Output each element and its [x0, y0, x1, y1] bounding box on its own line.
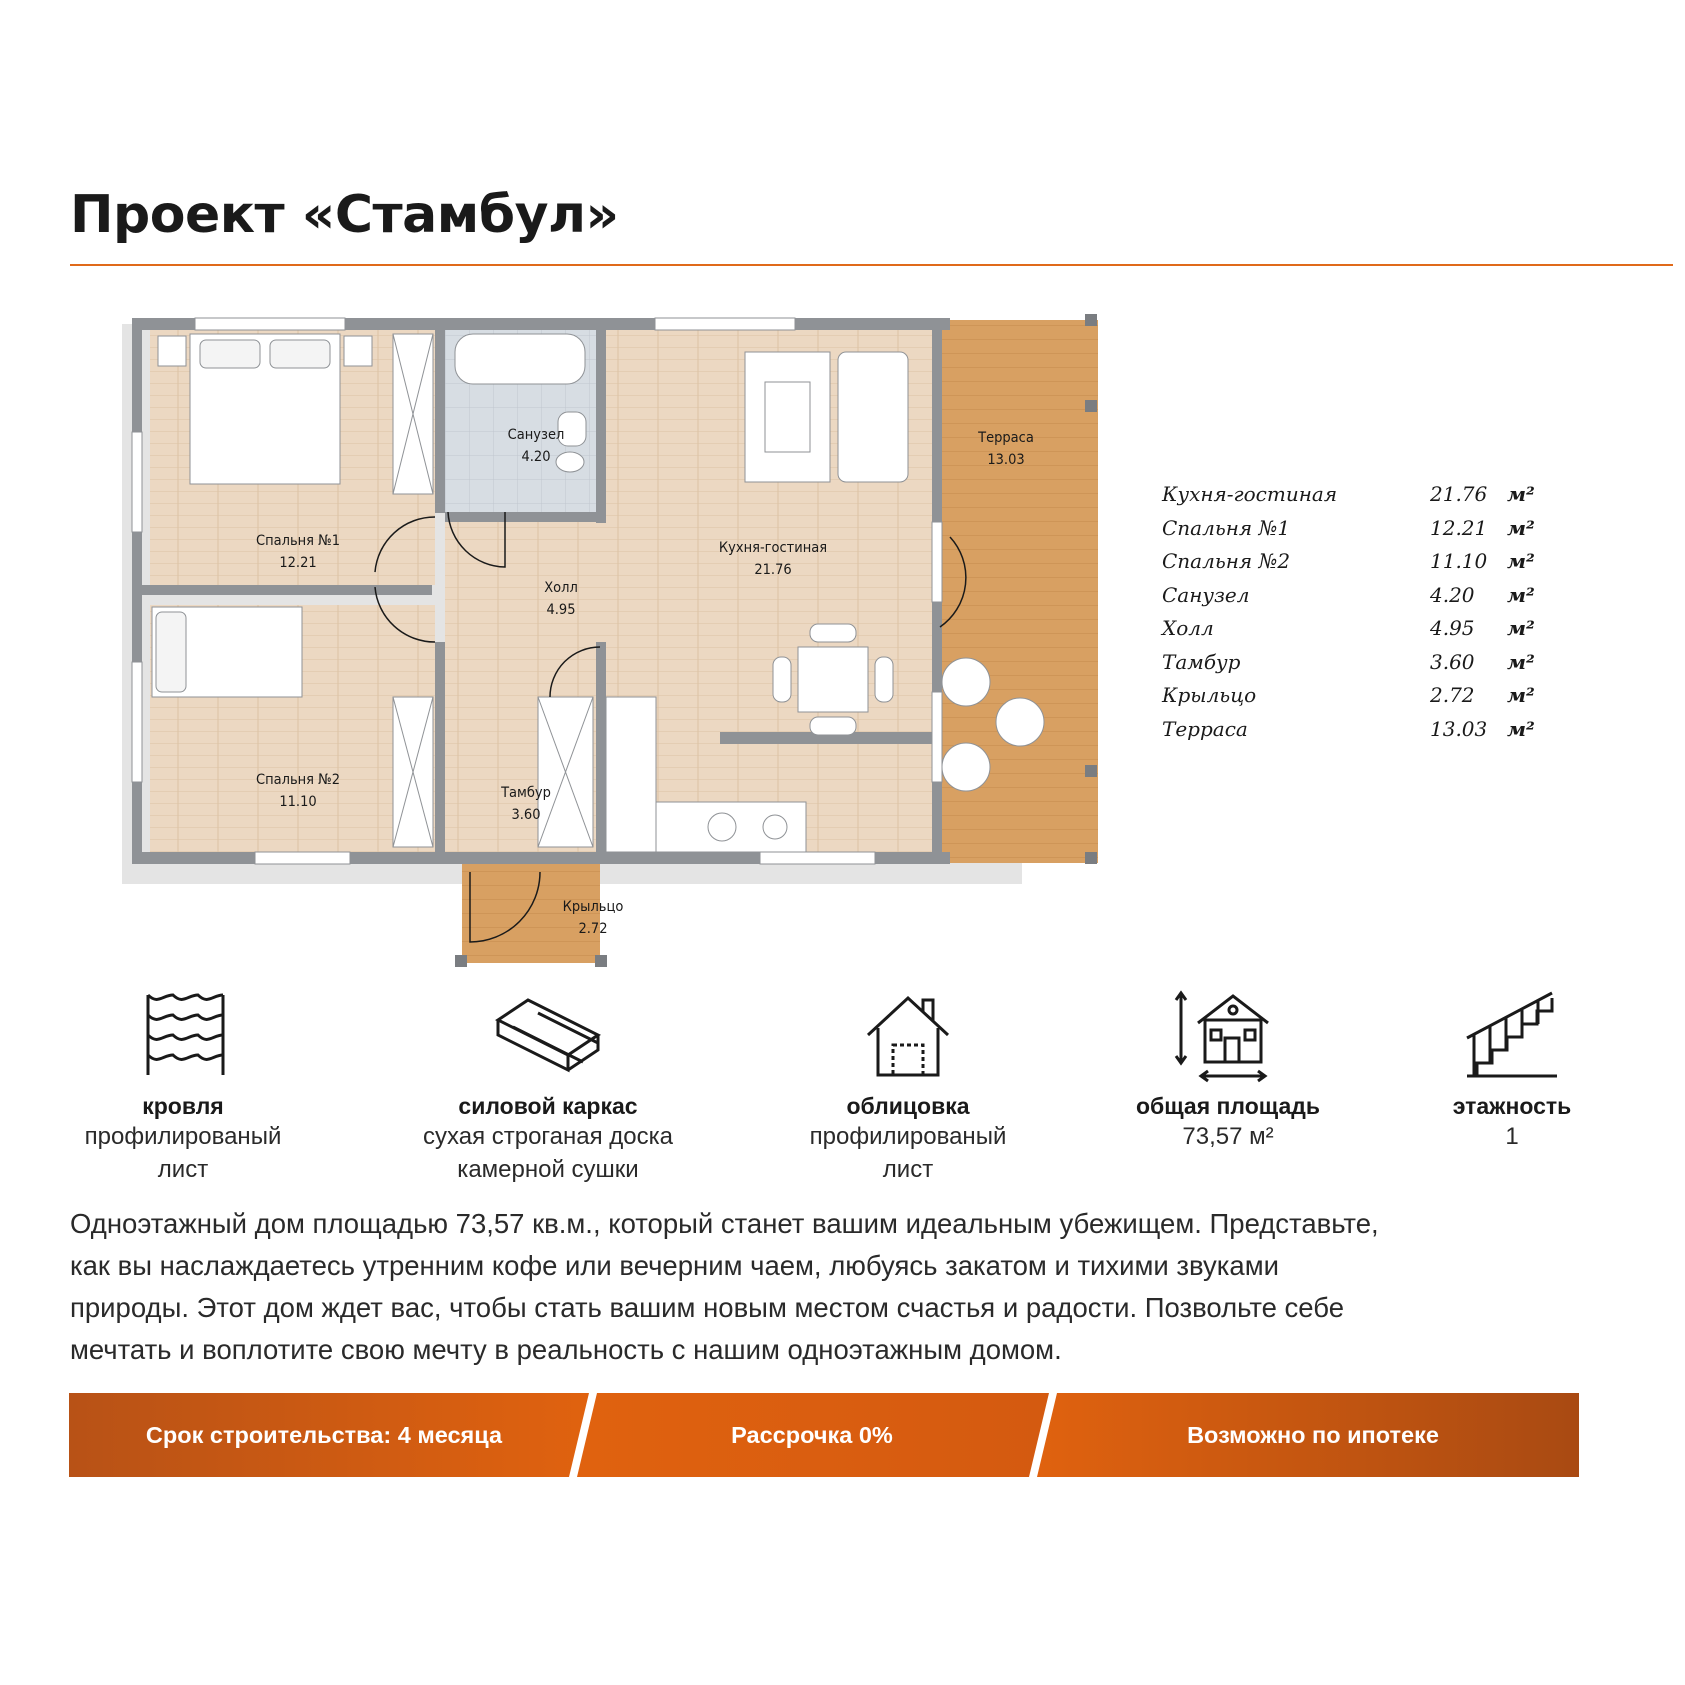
- room-name: Холл: [544, 580, 578, 596]
- feature-cladding: [758, 985, 1058, 1186]
- area-row: Холл 4.95 м²: [1162, 616, 1535, 640]
- room-area: 4.20: [521, 449, 551, 465]
- feature-title: этажность: [1452, 1093, 1572, 1119]
- description-line: Одноэтажный дом площадью 73,57 кв.м., который станет вашим идеальным убежищем. Представьте,: [70, 1208, 1379, 1239]
- feature-line: лист: [882, 1156, 934, 1183]
- feature-line: камерной сушки: [457, 1156, 639, 1183]
- room-area: 2.72: [578, 921, 608, 937]
- feature-line: профилированый: [84, 1123, 282, 1150]
- description-line: мечтать и воплотите свою мечту в реальность с нашим одноэтажным домом.: [70, 1334, 1062, 1365]
- house-dimensions-icon: [1078, 985, 1378, 1085]
- room-name: Тамбур: [501, 785, 551, 801]
- room-area: 21.76: [754, 562, 792, 578]
- area-row: Крыльцо 2.72 м²: [1162, 683, 1535, 707]
- room-area: 12.21: [279, 555, 317, 571]
- room-name: Спальня №2: [255, 772, 341, 788]
- feature-title: кровля: [142, 1093, 224, 1119]
- area-row: Кухня-гостиная 21.76 м²: [1162, 482, 1535, 506]
- area-row: Спальня №2 11.10 м²: [1162, 549, 1535, 573]
- feature-line: 73,57 м²: [1182, 1123, 1274, 1150]
- feature-title: облицовка: [846, 1093, 970, 1119]
- title-divider: [70, 264, 1673, 266]
- description-line: как вы наслаждаетесь утренним кофе или вечерним чаем, любуясь закатом и тихими звуками: [70, 1250, 1279, 1281]
- room-name: Кухня-гостиная: [718, 540, 828, 556]
- description-line: природы. Этот дом ждет вас, чтобы стать вашим новым местом счастья и радости. Позвольте себе: [70, 1292, 1345, 1323]
- feature-title: общая площадь: [1135, 1093, 1320, 1119]
- staircase-icon: [1362, 985, 1662, 1085]
- area-table: [1162, 482, 1542, 750]
- feature-frame: [398, 985, 698, 1186]
- feature-roof: [33, 985, 333, 1186]
- page-title: Проект «Стамбул»: [70, 185, 619, 245]
- feature-line: 1: [1505, 1123, 1519, 1150]
- room-area: 11.10: [279, 794, 317, 810]
- room-area: 4.95: [546, 602, 576, 618]
- feature-line: сухая строганая доска: [423, 1123, 673, 1150]
- room-name: Спальня №1: [255, 533, 341, 549]
- floor-plan: [110, 312, 1110, 972]
- feature-floors: [1362, 985, 1662, 1153]
- feature-total-area: [1078, 985, 1378, 1153]
- feature-title: силовой каркас: [458, 1093, 638, 1119]
- area-row: Терраса 13.03 м²: [1162, 716, 1535, 741]
- installment-label: Рассрочка 0%: [731, 1422, 893, 1448]
- room-name: Терраса: [978, 430, 1034, 446]
- area-row: Спальня №1 12.21 м²: [1162, 515, 1535, 540]
- mortgage-label: Возможно по ипотеке: [1187, 1422, 1439, 1448]
- area-row: Тамбур 3.60 м²: [1162, 649, 1535, 674]
- feature-line: лист: [157, 1156, 209, 1183]
- room-area: 13.03: [987, 452, 1025, 468]
- room-name: Санузел: [507, 427, 565, 443]
- terms-banner: [69, 1393, 1579, 1477]
- room-name: Крыльцо: [562, 899, 624, 915]
- construction-term-label: Срок строительства: 4 месяца: [145, 1422, 503, 1448]
- lumber-stack-icon: [398, 985, 698, 1085]
- feature-line: профилированый: [809, 1123, 1007, 1150]
- description: [70, 1203, 1610, 1371]
- roof-tiles-icon: [33, 985, 333, 1085]
- room-area: 3.60: [511, 807, 541, 823]
- house-outline-icon: [758, 985, 1058, 1085]
- area-row: Санузел 4.20 м²: [1162, 582, 1535, 607]
